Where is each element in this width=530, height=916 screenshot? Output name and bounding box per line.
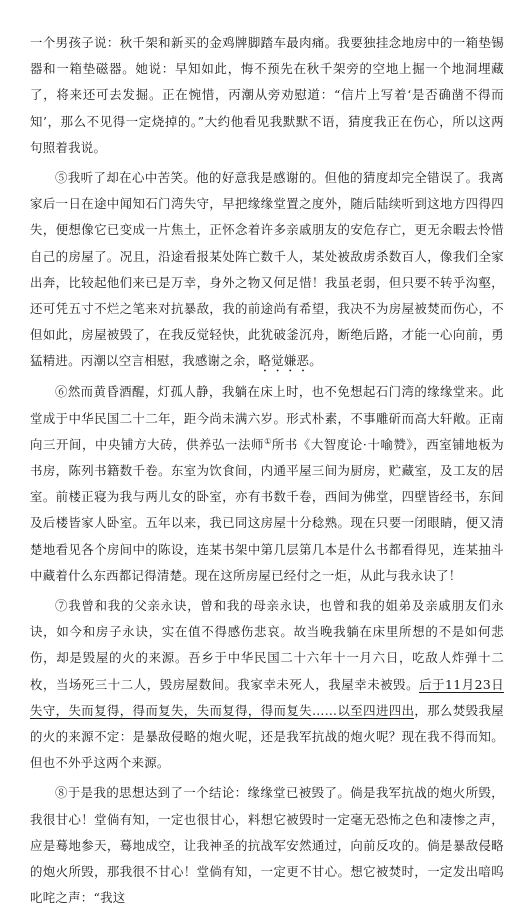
text-segment: 一个男孩子说：秋千架和新买的金鸡牌脚踏车最肉痛。我要独挂念地房中的一箱垫锡器和一箱垫磁器。她说：早知如此，悔不预先在秋千架旁的空地上掘一个地洞埋藏了，将来还可去发掘。正在惋惜，丙潮从旁劝慰道：“信片上写着‘是否确凿不得而知’，那么不见得一定烧掉的。”大约他看见我默默不语，猜度我正在伤心，所以这两句照着我说。 [30, 35, 504, 155]
underlined-text: 后于11月23日失守，失而复得，得而复失，失而复得，得而复失……以至四进四出 [30, 676, 505, 718]
text-segment: ⑦我曾和我的父亲永诀，曾和我的母亲永诀，也曾和我的姐弟及亲戚朋友们永诀，如今和房子永诀，实在值不得感伤悲哀。故当晚我躺在床里所想的不是如何悲伤，却是毁屋的火的来源。吾乡于中华民国二十六年十一月六日，吃敌人炸弹十二枚，当场死三十二人，毁房屋数间。我家幸未死人，我屋幸未被毁。 [30, 598, 504, 692]
text-segment: ⑤我听了却在心中苦笑。他的好意我是感谢的。但他的猜度却完全错误了。我离家后一日在途中闻知石门湾失守，早把缘缘堂置之度外，随后陆续听到这地方四得四失，便想像它已变成一片焦土，正怀念着许多亲戚朋友的安危存亡，更无余暇去怜惜自己的房屋了。况且，沿途看报某处阵亡数千人，某处被敌虏杀数百人，像我们全家出奔，比较起他们来已是万幸，身外之物又何足惜！我虽老弱，但只要不转乎沟壑，还可凭五寸不烂之笔来对抗暴敌，我的前途尚有希望，我决不为房屋被焚而伤心，不但如此，房屋被毁了，在我反觉轻快，此犹破釜沉舟，断绝后路，才能一心向前，勇猛精进。丙潮以空言相慰，我感谢之余， [30, 170, 504, 369]
text-segment: 。 [309, 353, 322, 369]
document-page [30, 30, 504, 916]
text-segment: ⑧于是我的思想达到了一个结论：缘缘堂已被毁了。倘是我军抗战的炮火所毁，我很甘心！堂倘有知，一定也很甘心，料想它被毁时一定毫无恐怖之色和凄惨之声，应是蓦地参天，蓦地成空，让我神圣的抗战军安然通过，向前反攻的。倘是暴敌侵略的炮火所毁，那我很不甘心！堂倘有知，一定更不甘心。想它被焚时，一定发出喑呜叱咤之声：“我这 [30, 785, 504, 906]
paragraph [30, 30, 504, 161]
footnote-marker: ① [264, 436, 272, 446]
emphasized-text: 略觉嫌恶 [258, 353, 310, 369]
paragraph [30, 593, 504, 776]
text-segment: ⑥然而黄昏酒醒，灯孤人静，我躺在床上时，也不免想起石门湾的缘缘堂来。此堂成于中华民国二十二年，距今尚未满六岁。形式朴素，不事雕斫而高大轩敞。正南向三开间，中央铺方大砖，供养弘一法师 [30, 384, 504, 452]
paragraph [30, 379, 504, 589]
text-segment: ，那么焚毁我屋的火的来源不定：是暴敌侵略的炮火呢，还是我军抗战的炮火呢？现在我不得而知。但也不外乎这两个来源。 [30, 702, 505, 771]
paragraph [30, 780, 504, 911]
text-segment: 所书《大智度论·十喻赞》，西室铺地板为书房，陈列书籍数千卷。东室为饮食间，内通平屋三间为厨房，贮藏室，及工友的居室。前楼正寝为我与两儿女的卧室，亦有书数千卷，西间为佛堂，四壁皆经书，东间及后楼皆家人卧室。五年以来，我已同这房屋十分稔熟。现在只要一闭眼睛，便又清楚地看见各个房间中的陈设，连某书架中第几层第几本是什么书都看得见，连某抽斗中藏着什么东西都记得清楚。现在这所房屋已经付之一炬，从此与我永诀了！ [30, 436, 504, 583]
paragraph [30, 165, 504, 375]
